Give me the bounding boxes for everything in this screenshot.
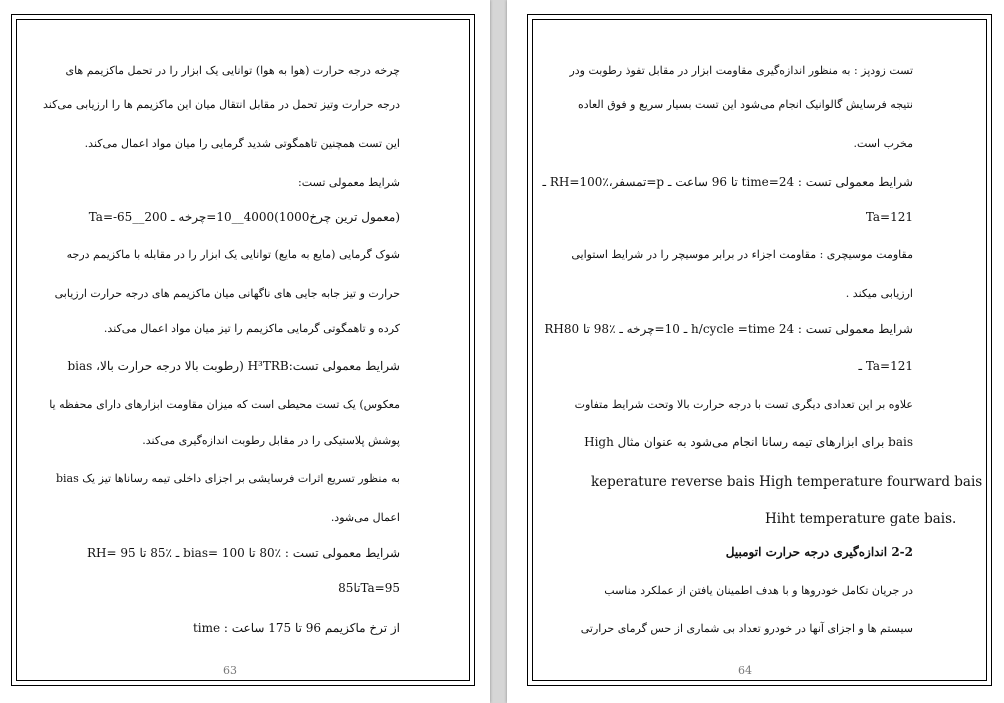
page-number: 64: [738, 664, 752, 677]
text-line: پوشش پلاستیکی را در مقابل رطوبت اندازه‌گیری می‌کند.: [142, 434, 400, 447]
text-line: نتیجه فرسایش گالوانیک انجام می‌شود این تست بسیار سریع و فوق العاده: [577, 98, 913, 111]
text-line: چرخه درجه حرارت (هوا به هوا) توانایی یک ابزار را در تحمل ماکزیمم های: [65, 64, 400, 77]
page-64: [507, 0, 1004, 703]
text-line: این تست همچنین تاهمگوتی شدید گرمایی را میان مواد اعمال می‌کند.: [84, 137, 400, 150]
page-border-inner: [532, 19, 987, 681]
text-line: Ta=121 ـ: [858, 359, 913, 373]
text-line: شرایط معمولی تست : 24=time تا 96 ساعت ـ p=تمسفر،٪100=RH ـ: [542, 175, 913, 189]
text-line: Ta=121: [865, 210, 913, 224]
page-63: [0, 0, 490, 703]
text-line: (معمول ترین چرخ1000)4000__10=چرخه ـ 200__65-=Ta: [88, 210, 400, 224]
text-line: به منظور تسریع اثرات فرسایشی بر اجزای داخلی تیمه رسانا‌ها تیز یک bias: [55, 472, 400, 485]
text-line: مخرب است.: [853, 137, 913, 150]
text-line: کرده و تاهمگوتی گرمایی ماکزیمم را تیز میان مواد اعمال می‌کند.: [103, 322, 400, 335]
text-line: شرایط معمولی تست:H³TRB (رطوبت بالا درجه حرارت بالا، bias: [67, 359, 400, 373]
section-heading: 2-2 اندازه‌گیری درجه حرارت اتومبیل: [725, 545, 913, 559]
text-line: ارزیابی میکند .: [845, 287, 913, 300]
text-line: سیستم ها و اجزای آنها در خودرو تعداد بی شماری از حس گرمای حرارتی: [580, 622, 913, 635]
text-line: Hiht temperature gate bais.: [765, 511, 957, 527]
text-line: bais برای ابزارهای تیمه رسانا انجام می‌شود به عنوان مثال High: [584, 435, 913, 449]
text-line: درجه حرارت وتیز تحمل در مقابل انتقال میان این ماکزیمم ها را ارزیابی می‌کند: [43, 98, 400, 111]
text-line: Ta=95تا85: [338, 581, 400, 595]
text-line: شرایط معمولی تست : 24 h/cycle =time ـ 10=چرخه ـ ٪98 تا RH80: [544, 322, 913, 336]
text-line: مقاومت موسیچری : مقاومت اجزاء در برابر موسیچر را در شرایط استوایی: [571, 248, 913, 261]
text-line: اعمال می‌شود.: [330, 511, 400, 524]
text-line: علاوه بر این تعدادی دیگری تست با درجه حرارت بالا وتحت شرایط متفاوت: [574, 398, 913, 411]
text-line: در جریان تکامل خودروها و با هدف اطمینان یافتن از عملکرد مناسب: [604, 584, 913, 597]
text-line: معکوس) یک تست محیطی است که میزان مقاومت ابزارهای دارای محفظه یا: [49, 398, 400, 411]
text-line: شرایط معمولی تست:: [298, 176, 400, 189]
text-line: شرایط معمولی تست : ٪80 تا 100 =bias ـ ٪85 تا 95 =RH: [86, 546, 400, 560]
text-line: keperature reverse bais High temperature fourward bais: [591, 474, 983, 490]
text-line: شوک گرمایی (مایع به مایع) توانایی یک ابزار را در مقابله با ماکزیمم درجه: [66, 248, 400, 261]
text-line: حرارت و تیز جابه جایی های ناگهانی میان ماکزیمم های درجه حرارت ارزیابی: [54, 287, 400, 300]
page-number: 63: [223, 664, 237, 677]
text-line: تست زودپز : به منظور اندازه‌گیری مقاومت ابزار در مقابل تفوذ رطوبت ودر: [569, 64, 913, 77]
text-line: از ترخ ماکزیمم 96 تا 175 ساعت : time: [192, 621, 400, 635]
page-border-inner: [16, 19, 470, 681]
